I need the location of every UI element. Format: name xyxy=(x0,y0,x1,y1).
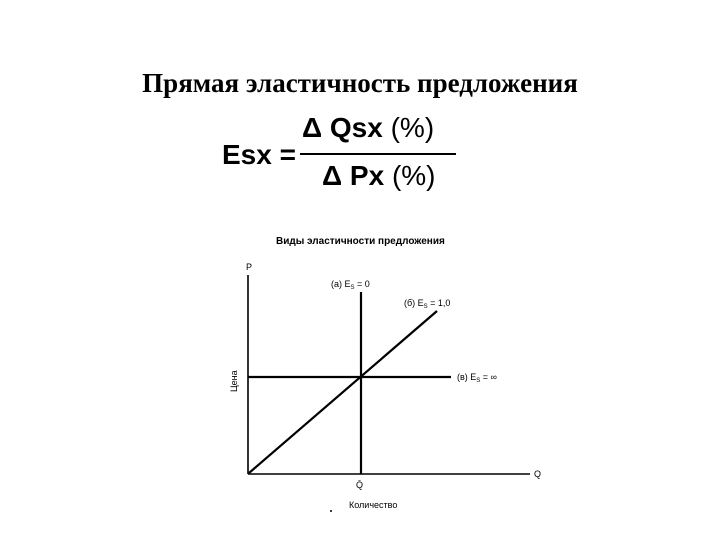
x-axis-title: Количество xyxy=(349,500,398,510)
unit-elastic-supply-line xyxy=(249,311,437,473)
curve-label-c-sub: S xyxy=(476,378,481,384)
q-bar-mark: Q̄ xyxy=(356,480,364,490)
curve-label-b xyxy=(404,298,450,310)
curve-label-a-rest: = 0 xyxy=(354,279,370,289)
numerator-unit: (%) xyxy=(390,112,435,143)
curve-label-b-rest: = 1,0 xyxy=(427,298,451,308)
curve-label-a xyxy=(331,279,370,291)
numerator-text: Δ Qsx xyxy=(302,112,383,143)
y-axis-title: Цена xyxy=(229,370,239,392)
curve-label-a-main: (а) E xyxy=(331,279,351,289)
curve-label-b-sub: S xyxy=(423,304,428,310)
denominator-unit: (%) xyxy=(391,160,436,191)
slide-title: Прямая эластичность предложения xyxy=(142,68,578,98)
curve-label-c-main: (в) E xyxy=(457,372,477,382)
curve-label-a-sub: S xyxy=(350,285,355,291)
formula-lhs: Esx = xyxy=(222,139,296,170)
curve-label-c-rest: = ∞ xyxy=(480,372,497,382)
denominator-text: Δ Px xyxy=(322,160,385,191)
diagram-title: Виды эластичности предложения xyxy=(276,236,445,247)
curve-label-b-main: (б) E xyxy=(404,298,424,308)
y-axis-label: P xyxy=(246,262,253,272)
x-axis-label: Q xyxy=(534,469,542,479)
stray-dot xyxy=(330,510,332,512)
curve-label-c xyxy=(457,372,497,384)
